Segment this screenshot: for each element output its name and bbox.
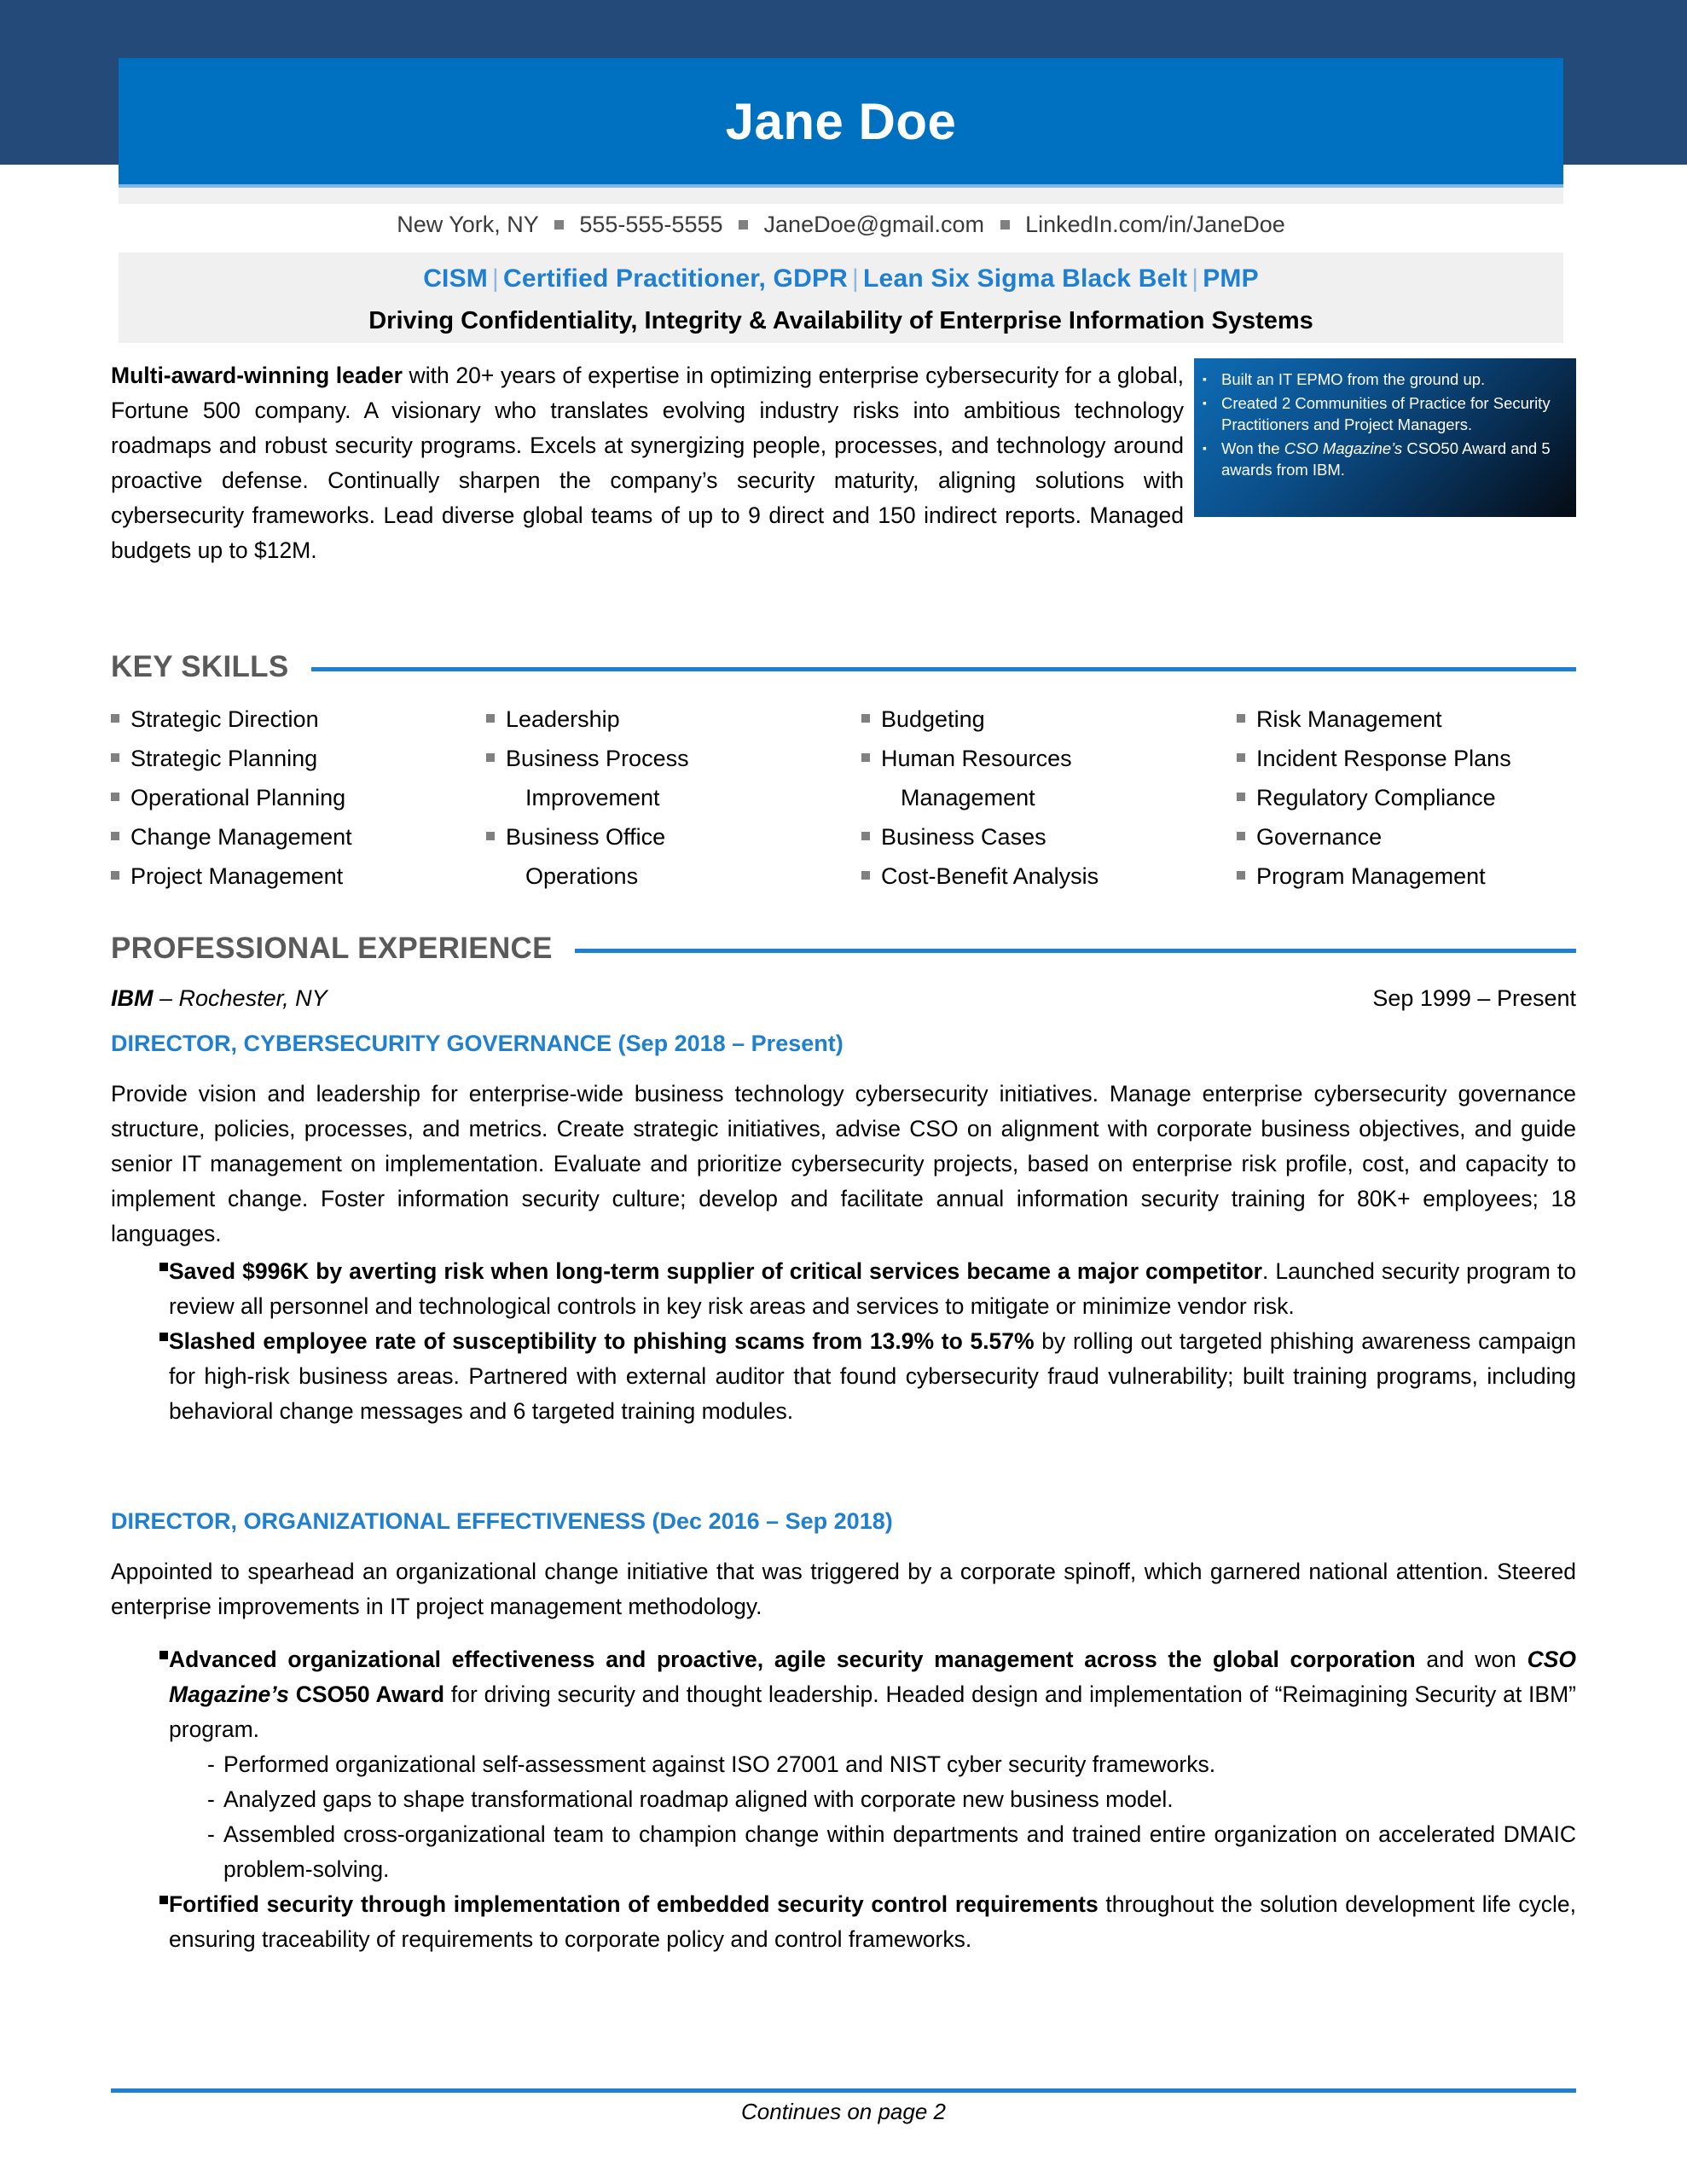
contact-email[interactable]: JaneDoe@gmail.com bbox=[763, 212, 985, 237]
square-bullet-icon: ▪ bbox=[1203, 441, 1207, 455]
skill-label: Incident Response Plans bbox=[1256, 746, 1511, 771]
square-bullet-icon bbox=[861, 871, 870, 880]
skill-label: Business Office bbox=[506, 824, 666, 850]
square-bullet-icon bbox=[111, 753, 119, 762]
highlights-box bbox=[1194, 358, 1576, 517]
square-bullet-icon bbox=[861, 832, 870, 840]
skill-label: Leadership bbox=[506, 706, 620, 732]
skill-label: Strategic Planning bbox=[130, 746, 318, 771]
bullet-text bbox=[169, 1254, 1576, 1324]
skill-item bbox=[111, 817, 486, 857]
bullet-text bbox=[169, 1324, 1576, 1429]
section-title-professional-experience: PROFESSIONAL EXPERIENCE bbox=[111, 932, 553, 965]
skill-item bbox=[861, 857, 1237, 896]
credential-lssbb: Lean Six Sigma Black Belt bbox=[863, 264, 1188, 293]
skill-item bbox=[861, 817, 1237, 857]
skill-item bbox=[111, 857, 486, 896]
bullet-bold-text: Slashed employee rate of susceptibility to phishing scams from 13.9% to 5.57% bbox=[169, 1328, 1035, 1354]
square-bullet-icon bbox=[486, 714, 495, 723]
skill-label: Business Process bbox=[506, 746, 689, 771]
square-bullet-icon bbox=[111, 832, 119, 840]
job-dates: Sep 1999 – Present bbox=[1372, 985, 1576, 1011]
square-bullet-icon bbox=[111, 1887, 169, 1957]
skill-label: Project Management bbox=[130, 863, 344, 889]
highlight-text-pre: Built an IT EPMO from the ground up. bbox=[1221, 370, 1486, 388]
square-bullet-icon: ▪ bbox=[1203, 396, 1207, 410]
header-gray-strip bbox=[119, 188, 1563, 204]
sub-bullet-text: Analyzed gaps to shape transformational roadmap aligned with corporate new business model. bbox=[223, 1786, 1174, 1812]
contact-location: New York, NY bbox=[397, 212, 539, 237]
skill-label: Cost-Benefit Analysis bbox=[881, 863, 1099, 889]
skill-label: Risk Management bbox=[1256, 706, 1442, 732]
role1-paragraph: Provide vision and leadership for enterprise-wide business technology cybersecurity initiatives. Manage enterprise cybersecurity governance structure, policies, processes, and metrics. Create strategic initiatives, advise CSO on alignment with corporate business objectives, and guide senior IT management on implementation. Evaluate and prioritize cybersecurity projects, based on enterprise risk profile, cost, and capacity to implement change. Foster information security culture; develop and facilitate annual information security training for 80K+ employees; 18 languages. bbox=[111, 1081, 1576, 1246]
square-bullet-icon bbox=[1237, 832, 1245, 840]
bullet-bold-text: Fortified security through implementation of embedded security control requirements bbox=[169, 1891, 1099, 1917]
credential-gdpr: Certified Practitioner, GDPR bbox=[503, 264, 849, 293]
bullet-rest-text: . Launched security program to review all personnel and technological controls in key risk areas and services to mitigate or minimize vendor risk. bbox=[169, 1258, 1577, 1319]
bullet-bold-text: Saved $996K by averting risk when long-term supplier of critical services became a major competitor bbox=[169, 1258, 1262, 1284]
square-bullet-icon bbox=[486, 753, 495, 762]
key-skills-grid bbox=[111, 700, 1576, 896]
sub-bullet-item bbox=[111, 1782, 1576, 1817]
section-rule bbox=[575, 949, 1576, 953]
square-bullet-icon bbox=[486, 871, 495, 880]
credential-cism: CISM bbox=[423, 264, 488, 293]
skill-label: Regulatory Compliance bbox=[1256, 785, 1496, 810]
job-header-line bbox=[111, 985, 1576, 1012]
highlight-text bbox=[1221, 392, 1564, 435]
skill-label: Change Management bbox=[130, 824, 352, 850]
section-title-key-skills: KEY SKILLS bbox=[111, 650, 289, 683]
skill-item-continuation bbox=[861, 778, 1237, 817]
dash-bullet-icon: - bbox=[207, 1786, 215, 1812]
skill-item-continuation bbox=[486, 857, 861, 896]
highlight-item bbox=[1203, 369, 1564, 390]
skill-label: Budgeting bbox=[881, 706, 985, 732]
square-bullet-icon bbox=[111, 1642, 169, 1747]
bullet-item bbox=[111, 1254, 1576, 1324]
summary-lead: Multi-award-winning leader bbox=[111, 363, 403, 388]
role2-paragraph: Appointed to spearhead an organizational change initiative that was triggered by a corporate spinoff, which garnered national attention. Steered enterprise improvements in IT project management methodology. bbox=[111, 1559, 1576, 1619]
name-banner bbox=[119, 58, 1563, 184]
highlight-text-post: CSO50 Award and 5 awards from IBM. bbox=[1221, 439, 1551, 479]
separator-square-icon bbox=[1000, 220, 1010, 229]
square-bullet-icon bbox=[1237, 753, 1245, 762]
sub-bullet-text: Performed organizational self-assessment against ISO 27001 and NIST cyber security frameworks. bbox=[223, 1751, 1216, 1777]
square-bullet-icon bbox=[111, 1324, 169, 1429]
bullet-rest-text: by rolling out targeted phishing awareness campaign for high-risk business areas. Partnered with external auditor that found cybersecurity fraud vulnerability; built training programs, including behavioral change messages and 6 targeted training modules. bbox=[169, 1328, 1577, 1424]
sub-bullet-item bbox=[111, 1817, 1576, 1887]
skill-item bbox=[486, 700, 861, 739]
skill-label: Human Resources bbox=[881, 746, 1072, 771]
square-bullet-icon: ▪ bbox=[1203, 372, 1207, 386]
highlight-text bbox=[1221, 369, 1564, 390]
highlight-text-pre: Won the bbox=[1221, 439, 1284, 457]
square-bullet-icon bbox=[861, 753, 870, 762]
square-bullet-icon bbox=[1237, 871, 1245, 880]
dash-bullet-icon: - bbox=[207, 1751, 215, 1777]
square-bullet-icon bbox=[861, 714, 870, 723]
square-bullet-icon bbox=[1237, 714, 1245, 723]
role2-bullet-list bbox=[111, 1642, 1576, 1957]
footer-continues-label: Continues on page 2 bbox=[741, 2099, 946, 2124]
highlight-item bbox=[1203, 392, 1564, 435]
dash-bullet-icon: - bbox=[207, 1821, 215, 1847]
job-separator: – bbox=[153, 985, 179, 1011]
highlight-text bbox=[1221, 438, 1564, 480]
skill-item bbox=[1237, 778, 1576, 817]
bullet-rest-text: for driving security and thought leadership. Headed design and implementation of “Reimagining Security at IBM” program. bbox=[169, 1682, 1576, 1742]
skill-item bbox=[486, 739, 861, 778]
credential-divider: | bbox=[492, 264, 499, 293]
sub-bullet-item bbox=[111, 1747, 1576, 1782]
job-location: Rochester, NY bbox=[178, 985, 328, 1011]
skill-item bbox=[111, 700, 486, 739]
footer-rule bbox=[111, 2088, 1576, 2093]
bullet-item bbox=[111, 1324, 1576, 1429]
highlight-item bbox=[1203, 438, 1564, 480]
highlight-text-em: CSO Magazine’s bbox=[1284, 439, 1403, 457]
bullet-item bbox=[111, 1642, 1576, 1747]
role-title-cybersecurity-governance: DIRECTOR, CYBERSECURITY GOVERNANCE (Sep 2018 – Present) bbox=[111, 1031, 844, 1056]
skill-label: Strategic Direction bbox=[130, 706, 319, 732]
highlight-text-pre: Created 2 Communities of Practice for Security Practitioners and Project Managers. bbox=[1221, 394, 1551, 433]
square-bullet-icon bbox=[111, 793, 119, 801]
skill-item bbox=[1237, 857, 1576, 896]
skill-item bbox=[486, 817, 861, 857]
bullet-italic-bold-text: CSO Magazine’s bbox=[169, 1647, 1576, 1707]
skill-item bbox=[1237, 700, 1576, 739]
bullet-rest-text: throughout the solution development life cycle, ensuring traceability of requirements to corporate policy and control frameworks. bbox=[169, 1891, 1576, 1952]
section-header-professional-experience bbox=[111, 932, 1576, 966]
bullet-mid-text: and won bbox=[1415, 1647, 1528, 1672]
summary-section bbox=[111, 358, 1576, 568]
separator-square-icon bbox=[554, 220, 564, 229]
credential-divider: | bbox=[852, 264, 860, 293]
contact-linkedin[interactable]: LinkedIn.com/in/JaneDoe bbox=[1025, 212, 1285, 237]
skill-label: Improvement bbox=[525, 785, 660, 810]
role1-bullet-list bbox=[111, 1254, 1576, 1429]
role-title-organizational-effectiveness: DIRECTOR, ORGANIZATIONAL EFFECTIVENESS (Dec 2016 – Sep 2018) bbox=[111, 1508, 893, 1534]
skill-label: Program Management bbox=[1256, 863, 1486, 889]
skill-label: Governance bbox=[1256, 824, 1383, 850]
contact-phone: 555-555-5555 bbox=[579, 212, 723, 237]
square-bullet-icon bbox=[486, 793, 495, 801]
skill-item bbox=[111, 778, 486, 817]
skill-item bbox=[861, 700, 1237, 739]
sub-bullet-list bbox=[111, 1747, 1576, 1887]
job-company: IBM bbox=[111, 985, 154, 1011]
skill-label: Management bbox=[901, 785, 1035, 810]
bullet-item bbox=[111, 1887, 1576, 1957]
skill-item bbox=[1237, 817, 1576, 857]
section-header-key-skills bbox=[111, 650, 1576, 684]
bullet-bold-text: Advanced organizational effectiveness and proactive, agile security management across the global corporation bbox=[169, 1647, 1416, 1672]
separator-square-icon bbox=[739, 220, 748, 229]
bullet-text bbox=[169, 1887, 1576, 1957]
square-bullet-icon bbox=[861, 793, 870, 801]
page-title: Jane Doe bbox=[725, 92, 957, 150]
summary-paragraph bbox=[111, 358, 1184, 568]
credential-divider: | bbox=[1191, 264, 1199, 293]
square-bullet-icon bbox=[1237, 793, 1245, 801]
job-company-location bbox=[111, 985, 328, 1012]
tagline: Driving Confidentiality, Integrity & Availability of Enterprise Information Systems bbox=[368, 307, 1313, 334]
skill-label: Operations bbox=[525, 863, 639, 889]
credentials-line bbox=[119, 258, 1563, 300]
skill-item-continuation bbox=[486, 778, 861, 817]
credentials-block bbox=[119, 253, 1563, 343]
contact-line bbox=[119, 212, 1563, 238]
skill-item bbox=[861, 739, 1237, 778]
credential-pmp: PMP bbox=[1203, 264, 1259, 293]
sub-bullet-text: Assembled cross-organizational team to champion change within departments and trained entire organization on accelerated DMAIC problem-solving. bbox=[223, 1821, 1576, 1882]
section-rule bbox=[311, 667, 1576, 671]
square-bullet-icon bbox=[111, 1254, 169, 1324]
skill-item bbox=[1237, 739, 1576, 778]
bullet-text bbox=[169, 1642, 1576, 1747]
skill-label: Business Cases bbox=[881, 824, 1046, 850]
square-bullet-icon bbox=[111, 714, 119, 723]
skill-label: Operational Planning bbox=[130, 785, 346, 810]
summary-body: with 20+ years of expertise in optimizing enterprise cybersecurity for a global, Fortune 500 company. A visionary who translates evolving industry risks into ambitious technology roadmaps and robust security programs. Excels at synergizing people, processes, and technology around proactive defense. Continually sharpen the company’s security maturity, aligning solutions with cybersecurity frameworks. Lead diverse global teams of up to 9 direct and 150 indirect reports. Managed budgets up to $12M. bbox=[111, 363, 1185, 563]
square-bullet-icon bbox=[486, 832, 495, 840]
bullet-bold2-text: CSO50 Award bbox=[288, 1682, 445, 1707]
skill-item bbox=[111, 739, 486, 778]
square-bullet-icon bbox=[111, 871, 119, 880]
